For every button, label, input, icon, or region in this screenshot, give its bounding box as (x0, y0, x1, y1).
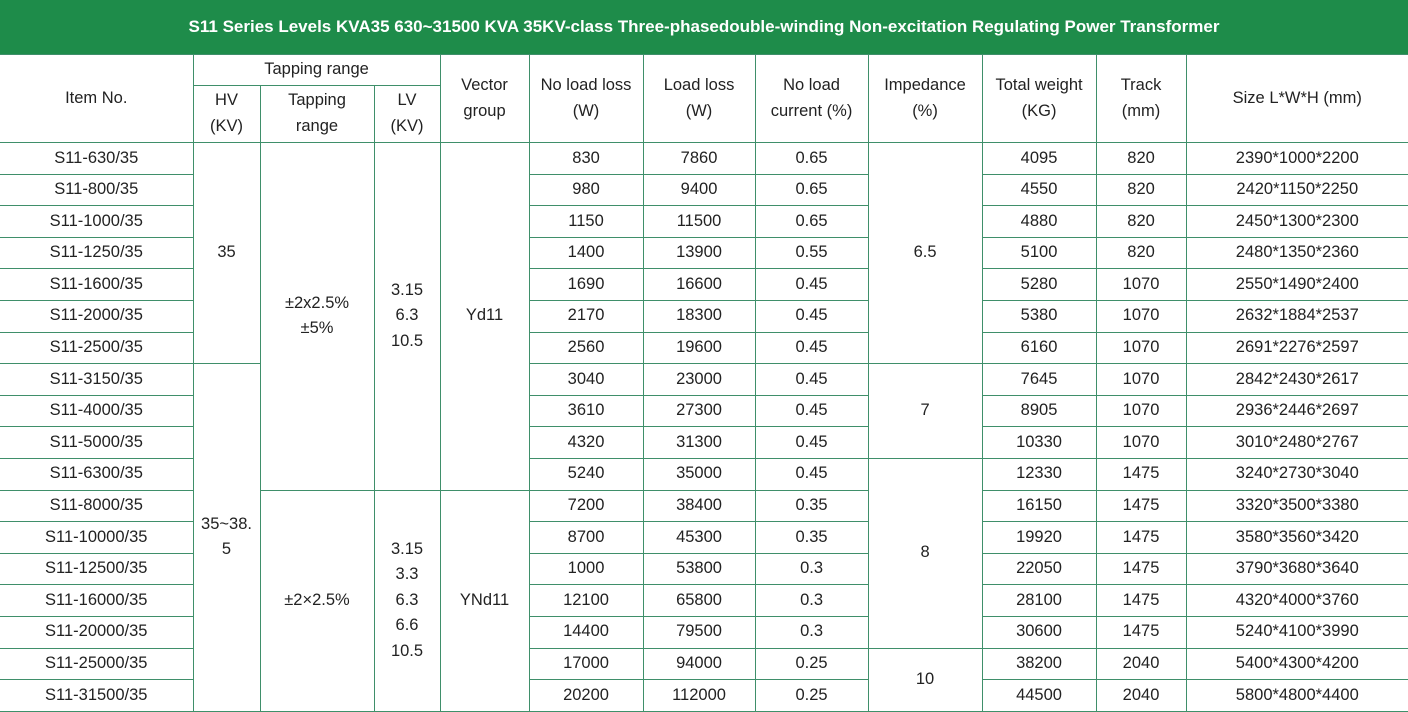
item-no-cell: S11-16000/35 (0, 585, 193, 617)
item-no-cell: S11-6300/35 (0, 458, 193, 490)
no-load-current-cell: 0.65 (755, 143, 868, 175)
no-load-current-cell: 0.45 (755, 332, 868, 364)
track-cell: 2040 (1096, 648, 1186, 680)
col-lv: LV (KV) (374, 86, 440, 143)
item-no-cell: S11-10000/35 (0, 522, 193, 554)
track-cell: 820 (1096, 143, 1186, 175)
vector-group-cell: YNd11 (440, 490, 529, 711)
load-loss-cell: 65800 (643, 585, 755, 617)
hv-cell: 35 (193, 143, 260, 364)
no-load-current-cell: 0.45 (755, 300, 868, 332)
track-cell: 1070 (1096, 427, 1186, 459)
no-load-loss-cell: 5240 (529, 458, 643, 490)
load-loss-cell: 31300 (643, 427, 755, 459)
load-loss-cell: 35000 (643, 458, 755, 490)
page-title: S11 Series Levels KVA35 630~31500 KVA 35KV-class Three-phasedouble-winding Non-excitation Regulating Power Transformer (0, 0, 1408, 54)
no-load-loss-cell: 20200 (529, 680, 643, 712)
col-no-load-loss: No load loss (W) (529, 55, 643, 143)
no-load-current-cell: 0.25 (755, 680, 868, 712)
track-cell: 1070 (1096, 269, 1186, 301)
col-hv: HV (KV) (193, 86, 260, 143)
load-loss-cell: 19600 (643, 332, 755, 364)
no-load-loss-cell: 830 (529, 143, 643, 175)
no-load-loss-cell: 3040 (529, 364, 643, 396)
track-cell: 1475 (1096, 585, 1186, 617)
load-loss-cell: 38400 (643, 490, 755, 522)
no-load-current-cell: 0.35 (755, 522, 868, 554)
no-load-loss-cell: 1400 (529, 237, 643, 269)
item-no-cell: S11-3150/35 (0, 364, 193, 396)
no-load-current-cell: 0.65 (755, 206, 868, 238)
size-cell: 5400*4300*4200 (1186, 648, 1408, 680)
col-total-weight: Total weight (KG) (982, 55, 1096, 143)
track-cell: 820 (1096, 206, 1186, 238)
size-cell: 2691*2276*2597 (1186, 332, 1408, 364)
load-loss-cell: 94000 (643, 648, 755, 680)
total-weight-cell: 7645 (982, 364, 1096, 396)
size-cell: 3010*2480*2767 (1186, 427, 1408, 459)
item-no-cell: S11-12500/35 (0, 553, 193, 585)
no-load-loss-cell: 12100 (529, 585, 643, 617)
size-cell: 2420*1150*2250 (1186, 174, 1408, 206)
track-cell: 1475 (1096, 490, 1186, 522)
item-no-cell: S11-1250/35 (0, 237, 193, 269)
total-weight-cell: 10330 (982, 427, 1096, 459)
track-cell: 1070 (1096, 395, 1186, 427)
load-loss-cell: 45300 (643, 522, 755, 554)
size-cell: 3790*3680*3640 (1186, 553, 1408, 585)
load-loss-cell: 112000 (643, 680, 755, 712)
track-cell: 820 (1096, 237, 1186, 269)
impedance-cell: 8 (868, 458, 982, 648)
tapping-range-cell: ±2x2.5% ±5% (260, 143, 374, 491)
total-weight-cell: 5380 (982, 300, 1096, 332)
impedance-cell: 10 (868, 648, 982, 711)
size-cell: 3240*2730*3040 (1186, 458, 1408, 490)
no-load-current-cell: 0.55 (755, 237, 868, 269)
size-cell: 4320*4000*3760 (1186, 585, 1408, 617)
item-no-cell: S11-5000/35 (0, 427, 193, 459)
item-no-cell: S11-2000/35 (0, 300, 193, 332)
load-loss-cell: 11500 (643, 206, 755, 238)
col-no-load-current: No load current (%) (755, 55, 868, 143)
item-no-cell: S11-630/35 (0, 143, 193, 175)
load-loss-cell: 16600 (643, 269, 755, 301)
load-loss-cell: 53800 (643, 553, 755, 585)
impedance-cell: 6.5 (868, 143, 982, 364)
load-loss-cell: 9400 (643, 174, 755, 206)
load-loss-cell: 23000 (643, 364, 755, 396)
track-cell: 1475 (1096, 616, 1186, 648)
item-no-cell: S11-20000/35 (0, 616, 193, 648)
total-weight-cell: 44500 (982, 680, 1096, 712)
total-weight-cell: 16150 (982, 490, 1096, 522)
load-loss-cell: 13900 (643, 237, 755, 269)
size-cell: 2632*1884*2537 (1186, 300, 1408, 332)
no-load-current-cell: 0.35 (755, 490, 868, 522)
track-cell: 2040 (1096, 680, 1186, 712)
track-cell: 1475 (1096, 458, 1186, 490)
load-loss-cell: 18300 (643, 300, 755, 332)
no-load-current-cell: 0.25 (755, 648, 868, 680)
track-cell: 1070 (1096, 332, 1186, 364)
no-load-loss-cell: 1000 (529, 553, 643, 585)
col-vector-group: Vector group (440, 55, 529, 143)
no-load-loss-cell: 2170 (529, 300, 643, 332)
track-cell: 1070 (1096, 364, 1186, 396)
lv-cell: 3.15 3.3 6.3 6.6 10.5 (374, 490, 440, 711)
size-cell: 5800*4800*4400 (1186, 680, 1408, 712)
header-row (0, 55, 1408, 86)
size-cell: 2450*1300*2300 (1186, 206, 1408, 238)
col-size: Size L*W*H (mm) (1186, 55, 1408, 143)
item-no-cell: S11-2500/35 (0, 332, 193, 364)
load-loss-cell: 27300 (643, 395, 755, 427)
track-cell: 1475 (1096, 553, 1186, 585)
total-weight-cell: 19920 (982, 522, 1096, 554)
no-load-loss-cell: 3610 (529, 395, 643, 427)
col-impedance: Impedance (%) (868, 55, 982, 143)
item-no-cell: S11-800/35 (0, 174, 193, 206)
hv-cell: 35~38. 5 (193, 364, 260, 712)
no-load-loss-cell: 1690 (529, 269, 643, 301)
total-weight-cell: 12330 (982, 458, 1096, 490)
no-load-current-cell: 0.65 (755, 174, 868, 206)
no-load-loss-cell: 17000 (529, 648, 643, 680)
col-load-loss: Load loss (W) (643, 55, 755, 143)
item-no-cell: S11-4000/35 (0, 395, 193, 427)
size-cell: 2936*2446*2697 (1186, 395, 1408, 427)
col-tapping-range: Tapping range (260, 86, 374, 143)
item-no-cell: S11-25000/35 (0, 648, 193, 680)
no-load-loss-cell: 7200 (529, 490, 643, 522)
no-load-current-cell: 0.3 (755, 585, 868, 617)
track-cell: 1070 (1096, 300, 1186, 332)
no-load-current-cell: 0.45 (755, 269, 868, 301)
no-load-current-cell: 0.3 (755, 616, 868, 648)
size-cell: 3320*3500*3380 (1186, 490, 1408, 522)
no-load-loss-cell: 4320 (529, 427, 643, 459)
total-weight-cell: 22050 (982, 553, 1096, 585)
total-weight-cell: 38200 (982, 648, 1096, 680)
no-load-loss-cell: 8700 (529, 522, 643, 554)
no-load-current-cell: 0.3 (755, 553, 868, 585)
table-row (0, 143, 1408, 175)
size-cell: 2480*1350*2360 (1186, 237, 1408, 269)
lv-cell: 3.15 6.3 10.5 (374, 143, 440, 491)
col-item-no: Item No. (0, 55, 193, 143)
item-no-cell: S11-1600/35 (0, 269, 193, 301)
no-load-loss-cell: 14400 (529, 616, 643, 648)
no-load-loss-cell: 2560 (529, 332, 643, 364)
total-weight-cell: 6160 (982, 332, 1096, 364)
size-cell: 3580*3560*3420 (1186, 522, 1408, 554)
total-weight-cell: 28100 (982, 585, 1096, 617)
total-weight-cell: 4880 (982, 206, 1096, 238)
no-load-loss-cell: 980 (529, 174, 643, 206)
size-cell: 2842*2430*2617 (1186, 364, 1408, 396)
size-cell: 5240*4100*3990 (1186, 616, 1408, 648)
no-load-current-cell: 0.45 (755, 364, 868, 396)
total-weight-cell: 4550 (982, 174, 1096, 206)
item-no-cell: S11-8000/35 (0, 490, 193, 522)
vector-group-cell: Yd11 (440, 143, 529, 491)
item-no-cell: S11-1000/35 (0, 206, 193, 238)
impedance-cell: 7 (868, 364, 982, 459)
no-load-current-cell: 0.45 (755, 427, 868, 459)
total-weight-cell: 5280 (982, 269, 1096, 301)
track-cell: 1475 (1096, 522, 1186, 554)
item-no-cell: S11-31500/35 (0, 680, 193, 712)
load-loss-cell: 7860 (643, 143, 755, 175)
load-loss-cell: 79500 (643, 616, 755, 648)
total-weight-cell: 5100 (982, 237, 1096, 269)
size-cell: 2550*1490*2400 (1186, 269, 1408, 301)
total-weight-cell: 30600 (982, 616, 1096, 648)
size-cell: 2390*1000*2200 (1186, 143, 1408, 175)
no-load-current-cell: 0.45 (755, 395, 868, 427)
total-weight-cell: 8905 (982, 395, 1096, 427)
table-row (0, 364, 1408, 396)
col-tapping-group: Tapping range (193, 55, 440, 86)
no-load-loss-cell: 1150 (529, 206, 643, 238)
no-load-current-cell: 0.45 (755, 458, 868, 490)
tapping-range-cell: ±2×2.5% (260, 490, 374, 711)
track-cell: 820 (1096, 174, 1186, 206)
spec-table (0, 54, 1408, 712)
col-track: Track (mm) (1096, 55, 1186, 143)
total-weight-cell: 4095 (982, 143, 1096, 175)
